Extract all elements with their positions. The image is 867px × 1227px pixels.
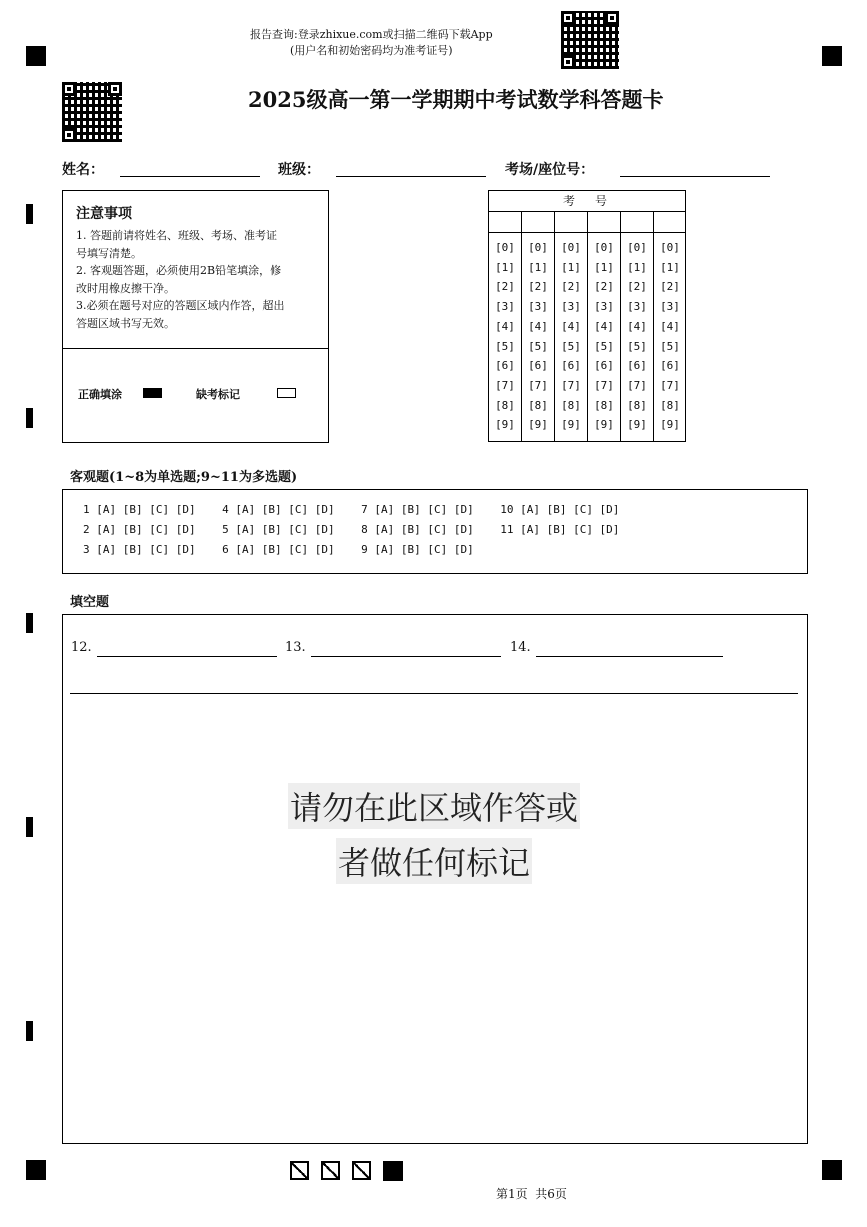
digit-bubble[interactable]: [9] xyxy=(594,418,614,432)
digit-bubble[interactable]: [6] xyxy=(660,359,680,373)
digit-bubble[interactable]: [5] xyxy=(495,339,515,353)
name-label: 姓名： xyxy=(62,162,104,178)
crossed-box-icon xyxy=(321,1161,340,1180)
side-marker xyxy=(26,204,33,224)
corner-marker-bottom-left xyxy=(26,1160,46,1180)
digit-bubble[interactable]: [6] xyxy=(627,359,647,373)
exam-number-column[interactable] xyxy=(490,238,520,435)
absent-mark-checkbox[interactable] xyxy=(277,388,296,398)
digit-bubble[interactable]: [3] xyxy=(594,300,614,314)
digit-bubble[interactable]: [7] xyxy=(660,378,680,392)
digit-bubble[interactable]: [9] xyxy=(495,418,515,432)
digit-bubble[interactable]: [9] xyxy=(660,418,680,432)
corner-marker-top-left xyxy=(26,46,46,66)
notice-line: 改时用橡皮擦干净。 xyxy=(76,281,175,295)
digit-bubble[interactable]: [6] xyxy=(528,359,548,373)
corner-marker-top-right xyxy=(822,46,842,66)
notice-line: 号填写清楚。 xyxy=(76,246,142,260)
digit-bubble[interactable]: [9] xyxy=(528,418,548,432)
digit-bubble[interactable]: [7] xyxy=(495,378,515,392)
digit-bubble[interactable]: [1] xyxy=(660,260,680,274)
notice-line: 3.必须在题号对应的答题区域内作答，超出 xyxy=(76,299,285,312)
question-12-label: 12. xyxy=(71,640,92,655)
digit-bubble[interactable]: [8] xyxy=(528,398,548,412)
digit-bubble[interactable]: [6] xyxy=(594,359,614,373)
notice-line: 2. 客观题答题，必须使用2B铅笔填涂，修 xyxy=(76,264,282,277)
qr-code-icon xyxy=(561,11,619,69)
absent-mark-label: 缺考标记 xyxy=(196,388,240,401)
digit-bubble[interactable]: [7] xyxy=(561,378,581,392)
digit-bubble[interactable]: [4] xyxy=(495,319,515,333)
digit-bubble[interactable]: [2] xyxy=(594,280,614,294)
page-number: 第1页 共6页 xyxy=(496,1187,567,1201)
side-marker xyxy=(26,408,33,428)
digit-bubble[interactable]: [2] xyxy=(561,280,581,294)
side-marker xyxy=(26,613,33,633)
digit-bubble[interactable]: [0] xyxy=(660,241,680,254)
digit-bubble[interactable]: [3] xyxy=(495,300,515,314)
side-marker xyxy=(26,1021,33,1041)
qr-code-icon xyxy=(62,82,122,142)
digit-bubble[interactable]: [0] xyxy=(495,241,515,254)
exam-number-column[interactable] xyxy=(655,238,685,435)
class-field[interactable] xyxy=(336,158,486,177)
digit-bubble[interactable]: [5] xyxy=(528,339,548,353)
exam-number-column[interactable] xyxy=(556,238,586,435)
exam-number-column[interactable] xyxy=(523,238,553,435)
digit-bubble[interactable]: [0] xyxy=(594,241,614,254)
digit-bubble[interactable]: [5] xyxy=(594,339,614,353)
digit-bubble[interactable]: [3] xyxy=(660,300,680,314)
digit-bubble[interactable]: [0] xyxy=(561,241,581,254)
digit-bubble[interactable]: [5] xyxy=(660,339,680,353)
digit-bubble[interactable]: [9] xyxy=(561,418,581,432)
correct-fill-label: 正确填涂 xyxy=(78,388,122,401)
notice-title: 注意事项 xyxy=(76,206,132,222)
digit-bubble[interactable]: [2] xyxy=(627,280,647,294)
exam-number-column[interactable] xyxy=(589,238,619,435)
digit-bubble[interactable]: [3] xyxy=(561,300,581,314)
objective-row[interactable]: 3 [A] [B] [C] [D] 6 [A] [B] [C] [D] 9 [A] [B] [C] [D] xyxy=(83,543,474,556)
digit-bubble[interactable]: [5] xyxy=(627,339,647,353)
question-14-label: 14. xyxy=(510,640,531,655)
question-14-answer[interactable] xyxy=(536,640,723,657)
digit-bubble[interactable]: [1] xyxy=(495,260,515,274)
room-seat-label: 考场/座位号： xyxy=(505,162,595,178)
digit-bubble[interactable]: [1] xyxy=(561,260,581,274)
filled-box-icon xyxy=(383,1161,403,1181)
objective-row[interactable]: 2 [A] [B] [C] [D] 5 [A] [B] [C] [D] 8 [A] [B] [C] [D] 11 [A] [B] [C] [D] xyxy=(83,523,620,536)
digit-bubble[interactable]: [8] xyxy=(627,398,647,412)
question-13-label: 13. xyxy=(285,640,306,655)
digit-bubble[interactable]: [9] xyxy=(627,418,647,432)
digit-bubble[interactable]: [3] xyxy=(528,300,548,314)
notice-list xyxy=(76,227,285,332)
fill-blank-section-title: 填空题 xyxy=(70,595,110,610)
crossed-box-icon xyxy=(290,1161,309,1180)
no-answer-warning-line-2: 者做任何标记 xyxy=(336,838,532,884)
no-answer-warning-line-1: 请勿在此区域作答或 xyxy=(288,783,580,829)
digit-bubble[interactable]: [1] xyxy=(528,260,548,274)
digit-bubble[interactable]: [6] xyxy=(561,359,581,373)
digit-bubble[interactable]: [5] xyxy=(561,339,581,353)
corner-marker-bottom-right xyxy=(822,1160,842,1180)
answer-area-divider xyxy=(70,693,798,694)
exam-number-title: 考 号 xyxy=(562,194,611,208)
report-line-1: 报告查询:登录zhixue.com或扫描二维码下载App xyxy=(250,28,493,41)
digit-bubble[interactable]: [7] xyxy=(627,378,647,392)
digit-bubble[interactable]: [4] xyxy=(528,319,548,333)
digit-bubble[interactable]: [8] xyxy=(660,398,680,412)
notice-divider xyxy=(63,348,328,349)
digit-bubble[interactable]: [8] xyxy=(495,398,515,412)
digit-bubble[interactable]: [4] xyxy=(594,319,614,333)
exam-number-column[interactable] xyxy=(622,238,652,435)
digit-bubble[interactable]: [2] xyxy=(495,280,515,294)
report-line-2: (用户名和初始密码均为准考证号) xyxy=(290,44,453,57)
correct-fill-sample xyxy=(143,388,162,398)
crossed-box-icon xyxy=(352,1161,371,1180)
digit-bubble[interactable]: [4] xyxy=(561,319,581,333)
digit-bubble[interactable]: [4] xyxy=(660,319,680,333)
digit-bubble[interactable]: [7] xyxy=(594,378,614,392)
side-marker xyxy=(26,817,33,837)
notice-line: 1. 答题前请将姓名、班级、考场、准考证 xyxy=(76,229,277,242)
objective-row[interactable]: 1 [A] [B] [C] [D] 4 [A] [B] [C] [D] 7 [A] [B] [C] [D] 10 [A] [B] [C] [D] xyxy=(83,503,620,516)
name-field[interactable] xyxy=(120,158,260,177)
question-12-answer[interactable] xyxy=(97,640,277,657)
question-13-answer[interactable] xyxy=(311,640,501,657)
digit-bubble[interactable]: [6] xyxy=(495,359,515,373)
digit-bubble[interactable]: [0] xyxy=(528,241,548,254)
class-label: 班级： xyxy=(278,162,320,178)
page-title: 2025级高一第一学期期中考试数学科答题卡 xyxy=(248,87,664,112)
digit-bubble[interactable]: [0] xyxy=(627,241,647,254)
digit-bubble[interactable]: [7] xyxy=(528,378,548,392)
digit-bubble[interactable]: [8] xyxy=(594,398,614,412)
digit-bubble[interactable]: [8] xyxy=(561,398,581,412)
notice-box xyxy=(62,190,329,443)
objective-section-title: 客观题(1~8为单选题;9~11为多选题) xyxy=(70,470,298,485)
digit-bubble[interactable]: [2] xyxy=(660,280,680,294)
digit-bubble[interactable]: [1] xyxy=(627,260,647,274)
room-seat-field[interactable] xyxy=(620,158,770,177)
digit-bubble[interactable]: [2] xyxy=(528,280,548,294)
digit-bubble[interactable]: [3] xyxy=(627,300,647,314)
digit-bubble[interactable]: [1] xyxy=(594,260,614,274)
digit-bubble[interactable]: [4] xyxy=(627,319,647,333)
notice-line: 答题区域书写无效。 xyxy=(76,316,175,330)
